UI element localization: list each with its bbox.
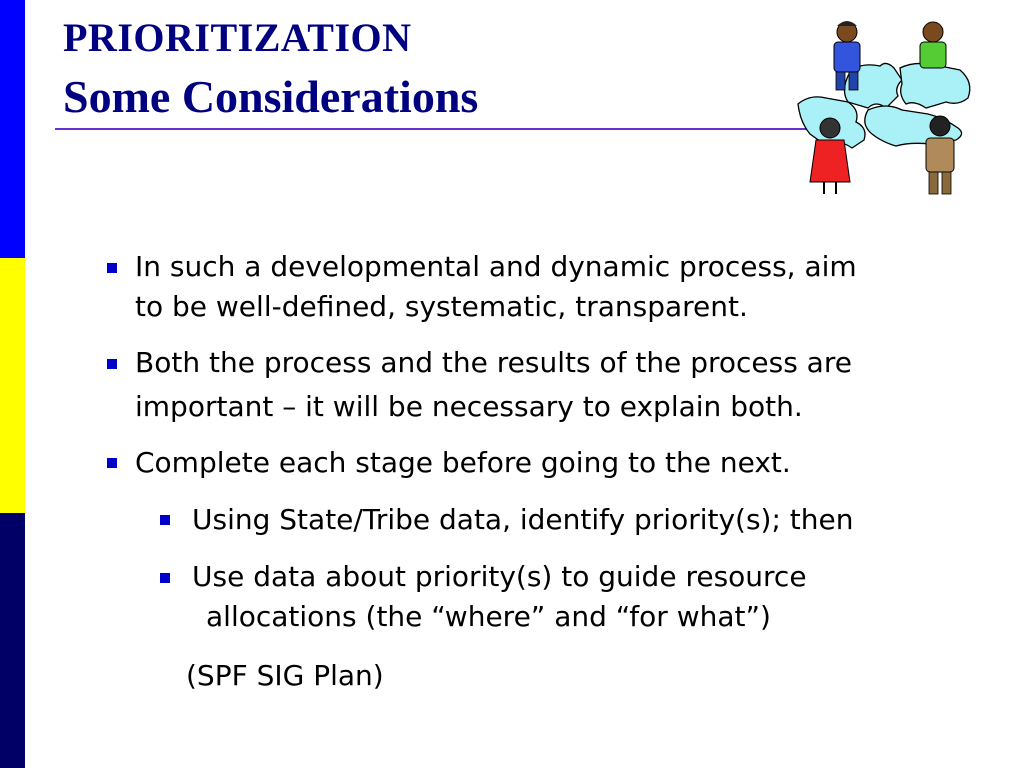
bullet-text: In such a developmental and dynamic process, aim [135,250,857,283]
bullet-marker [107,458,117,468]
bullet-text: to be well-defined, systematic, transparent. [135,290,748,323]
title-underline [55,128,825,130]
source-note: (SPF SIG Plan) [186,659,384,692]
side-bar-yellow [0,258,25,513]
slide-title: PRIORITIZATION [63,15,412,60]
sub-bullet-text: Use data about priority(s) to guide resource [192,560,807,593]
slide-subtitle: Some Considerations [63,71,479,122]
sub-bullet-text: Using State/Tribe data, identify priority(s); then [192,503,854,536]
sub-bullet-marker [160,515,170,525]
bullet-text: Both the process and the results of the process are [135,346,852,379]
bullet-text: Complete each stage before going to the next. [135,446,791,479]
side-bar-blue [0,0,25,258]
bullet-marker [107,263,117,273]
sub-bullet-text: allocations (the “where” and “for what”) [206,600,771,633]
side-bar-navy [0,513,25,768]
sub-bullet-marker [160,573,170,583]
bullet-marker [107,359,117,369]
people-puzzle-icon [790,10,980,200]
bullet-text: important – it will be necessary to explain both. [135,390,803,423]
